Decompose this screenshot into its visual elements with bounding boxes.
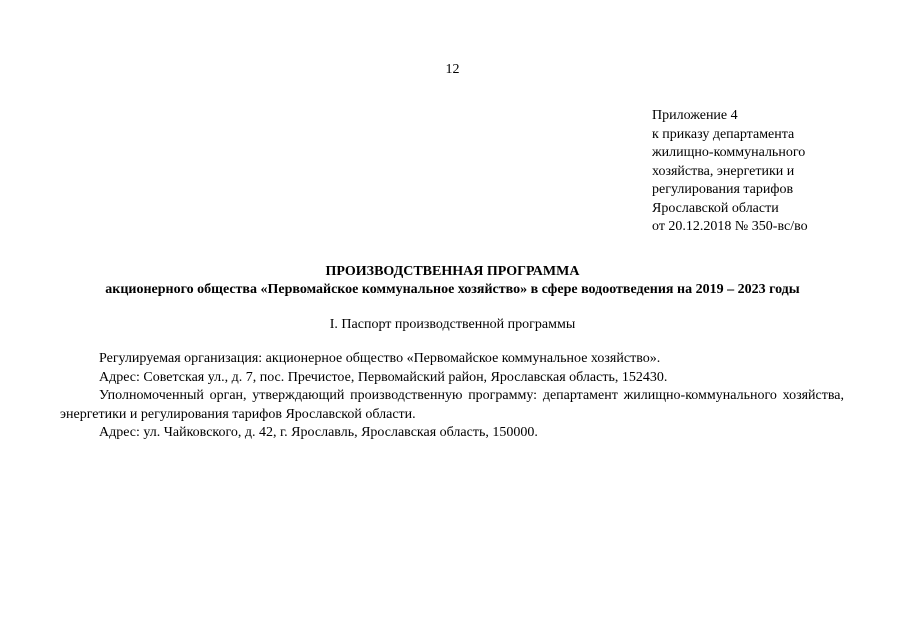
appendix-line: к приказу департамента (652, 126, 795, 142)
appendix-line: Приложение 4 (652, 108, 738, 123)
document-title (0, 263, 905, 299)
title-line-subtitle: акционерного общества «Первомайское коммунальное хозяйство» в сфере водоотведения на 2019 – 2023 годы (105, 282, 800, 297)
authorized-address-paragraph: Адрес: ул. Чайковского, д. 42, г. Ярославль, Ярославская область, 150000. (99, 425, 538, 440)
page-number: 12 (445, 62, 460, 77)
passport-body (60, 350, 844, 443)
authorized-body-paragraph: Уполномоченный орган, утверждающий производственную программу: департамент жилищно-коммунального хозяйства, энергетики и регулирования тарифов Ярославской области. (60, 388, 844, 422)
appendix-line: хозяйства, энергетики и (652, 163, 795, 179)
appendix-line: Ярославской области (652, 200, 779, 216)
appendix-line: жилищно-коммунального (652, 145, 806, 160)
regulated-organization-paragraph: Регулируемая организация: акционерное общество «Первомайское коммунальное хозяйство». (99, 351, 661, 366)
regulated-address-paragraph: Адрес: Советская ул., д. 7, пос. Пречистое, Первомайский район, Ярославская область, 152430. (99, 369, 668, 385)
appendix-block (652, 107, 892, 237)
appendix-line: регулирования тарифов (652, 182, 794, 197)
section-heading: I. Паспорт производственной программы (329, 317, 576, 332)
appendix-line: от 20.12.2018 № 350-вс/во (652, 219, 808, 234)
title-line-main: ПРОИЗВОДСТВЕННАЯ ПРОГРАММА (325, 264, 580, 279)
